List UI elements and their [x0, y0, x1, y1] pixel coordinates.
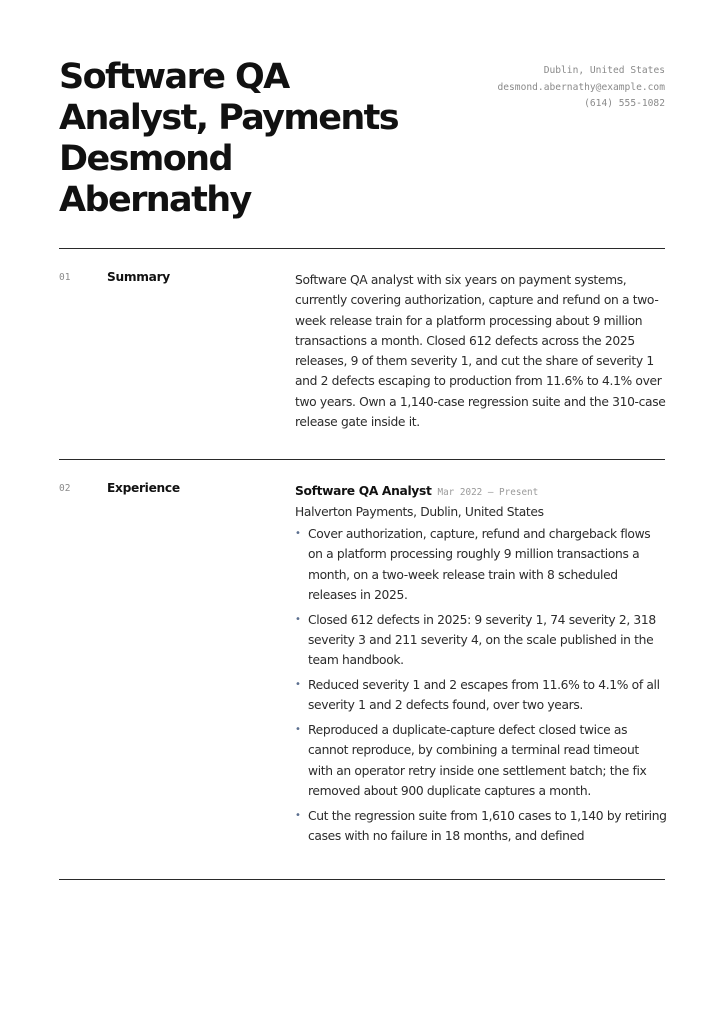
summary-text: Software QA analyst with six years on payment systems, currently covering authorization, capture and refund on a two-week release train for a platform processing about 9 million transactions a month. Closed 612 defects across the 2025 releases, 9 of them severity 1, and cut the share of severity 1 and 2 defects escaping to production from 11.6% to 4.1% over two years. Own a 1,140-case regression suite and the 310-case release gate inside it. — [295, 273, 666, 430]
contact-location: Dublin, United States — [543, 65, 665, 76]
job-heading — [295, 481, 667, 503]
section-title: Experience — [107, 481, 180, 495]
bullet-icon: • — [295, 679, 301, 691]
candidate-name-title — [59, 57, 479, 221]
contact-email[interactable]: desmond.abernathy@example.com — [497, 81, 665, 93]
job-title: Software QA Analyst — [295, 484, 432, 498]
name-line: Desmond — [59, 139, 232, 179]
name-line: Software QA — [59, 57, 289, 97]
contact-info — [497, 63, 665, 113]
resume-header — [59, 57, 665, 227]
list-item — [295, 610, 667, 671]
section-title: Summary — [107, 270, 170, 284]
bullet-text: Cover authorization, capture, refund and chargeback flows on a platform processing roughly 9 million transactions a month, on a two-week release train with 8 scheduled releases in 2025. — [308, 527, 651, 602]
section-number: 01 — [59, 272, 71, 283]
bullet-icon: • — [295, 613, 301, 625]
contact-phone[interactable]: (614) 555-1082 — [584, 98, 665, 109]
bullet-text: Reproduced a duplicate-capture defect closed twice as cannot reproduce, by combining a terminal read timeout with an operator retry inside one settlement batch; the fix removed about 900 duplicate captures a month. — [308, 723, 647, 799]
bullet-icon: • — [295, 724, 301, 736]
job-bullets — [295, 524, 667, 846]
section-divider — [59, 459, 665, 460]
job-dates: Mar 2022 — Present — [437, 487, 539, 498]
bullet-text: Closed 612 defects in 2025: 9 severity 1, 74 severity 2, 318 severity 3 and 211 severity 4, on the scale published in the team handbook. — [308, 612, 656, 668]
bullet-text: Cut the regression suite from 1,610 cases to 1,140 by retiring cases with no failure in 18 months, and defined — [308, 808, 667, 844]
section-number: 02 — [59, 483, 71, 494]
experience-body — [295, 481, 667, 851]
list-item — [295, 524, 667, 605]
name-line: Analyst, Payments — [59, 98, 399, 138]
name-line: Abernathy — [59, 180, 251, 220]
list-item — [295, 806, 667, 847]
bullet-icon: • — [295, 528, 301, 539]
section-divider — [59, 879, 665, 880]
section-divider — [59, 248, 665, 249]
bullet-icon: • — [295, 809, 301, 821]
list-item — [295, 675, 667, 716]
job-company: Halverton Payments, Dublin, United States — [295, 505, 544, 519]
list-item — [295, 720, 667, 801]
bullet-text: Reduced severity 1 and 2 escapes from 11.6% to 4.1% of all severity 1 and 2 defects found, over two years. — [308, 678, 660, 713]
